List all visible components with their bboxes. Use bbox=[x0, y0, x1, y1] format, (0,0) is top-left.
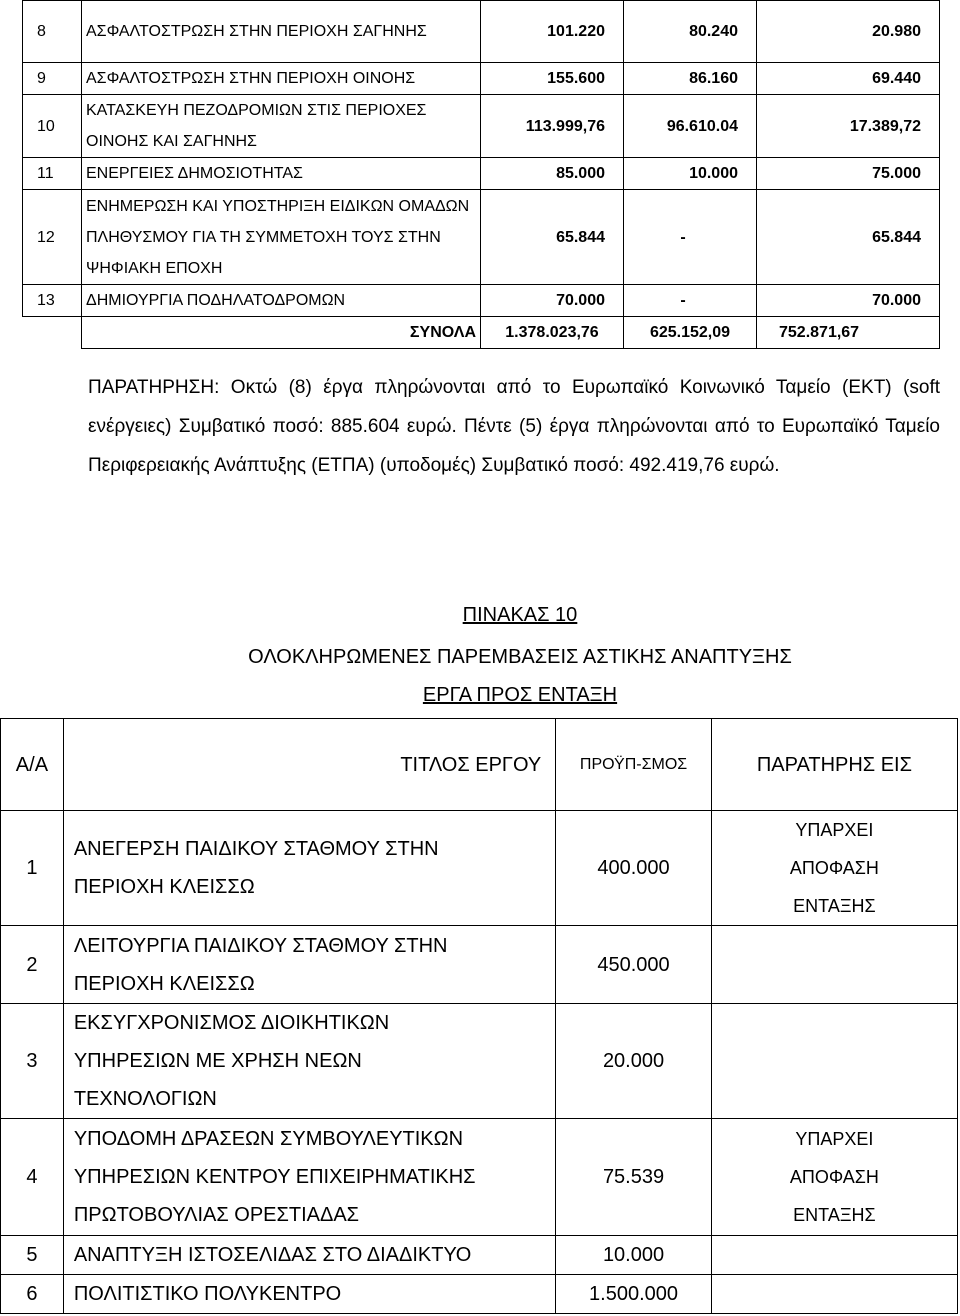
table-row bbox=[1, 926, 958, 1004]
row-title: ΑΣΦΑΛΤΟΣΤΡΩΣΗ ΣΤΗΝ ΠΕΡΙΟΧΗ ΣΑΓΗΝΗΣ bbox=[82, 1, 481, 63]
row-title: ΥΠΟΔΟΜΗ ΔΡΑΣΕΩΝ ΣΥΜΒΟΥΛΕΥΤΙΚΩΝ ΥΠΗΡΕΣΙΩΝ ΚΕΝΤΡΟΥ ΕΠΙΧΕΙΡΗΜΑΤΙΚΗΣ ΠΡΩΤΟΒΟΥΛΙΑΣ ΟΡΕΣΤΙΑΔΑΣ bbox=[63, 1119, 555, 1236]
header-title: ΤΙΤΛΟΣ ΕΡΓΟΥ bbox=[63, 719, 555, 811]
row-number: 12 bbox=[23, 190, 82, 285]
row-title: ΑΝΕΓΕΡΣΗ ΠΑΙΔΙΚΟΥ ΣΤΑΘΜΟΥ ΣΤΗΝ ΠΕΡΙΟΧΗ ΚΛΕΙΣΣΩ bbox=[63, 811, 555, 926]
row-title: ΕΚΣΥΓΧΡΟΝΙΣΜΟΣ ΔΙΟΙΚΗΤΙΚΩΝ ΥΠΗΡΕΣΙΩΝ ΜΕ ΧΡΗΣΗ ΝΕΩΝ ΤΕΧΝΟΛΟΓΙΩΝ bbox=[63, 1004, 555, 1119]
row-remarks: ΥΠΑΡΧΕΙ ΑΠΟΦΑΣΗ ΕΝΤΑΞΗΣ bbox=[711, 811, 957, 926]
row-title: ΑΝΑΠΤΥΞΗ ΙΣΤΟΣΕΛΙΔΑΣ ΣΤΟ ΔΙΑΔΙΚΤΥΟ bbox=[63, 1236, 555, 1275]
row-remarks bbox=[711, 1275, 957, 1314]
row-title: ΚΑΤΑΣΚΕΥΗ ΠΕΖΟΔΡΟΜΙΩΝ ΣΤΙΣ ΠΕΡΙΟΧΕΣ ΟΙΝΟΗΣ ΚΑΙ ΣΑΓΗΝΗΣ bbox=[82, 95, 481, 158]
table-heading: ΠΙΝΑΚΑΣ 10 bbox=[462, 604, 578, 626]
table-subtitle: ΕΡΓΑ ΠΡΟΣ ΕΝΤΑΞΗ bbox=[422, 684, 618, 706]
row-remaining: 20.980 bbox=[757, 1, 940, 63]
row-budget: 70.000 bbox=[481, 285, 624, 317]
row-paid: 80.240 bbox=[624, 1, 757, 63]
table-row bbox=[23, 95, 940, 158]
row-remarks bbox=[711, 1004, 957, 1119]
table-row bbox=[23, 190, 940, 285]
row-number: 10 bbox=[23, 95, 82, 158]
row-remaining: 69.440 bbox=[757, 63, 940, 95]
row-remaining: 70.000 bbox=[757, 285, 940, 317]
table-row bbox=[1, 1119, 958, 1236]
row-budget: 101.220 bbox=[481, 1, 624, 63]
total-budget: 1.378.023,76 bbox=[481, 317, 624, 349]
table-header-row bbox=[1, 719, 958, 811]
table-row bbox=[1, 811, 958, 926]
row-budget: 113.999,76 bbox=[481, 95, 624, 158]
row-number: 1 bbox=[1, 811, 64, 926]
projects-for-inclusion-table bbox=[0, 718, 958, 1314]
row-remaining: 17.389,72 bbox=[757, 95, 940, 158]
row-title: ΠΟΛΙΤΙΣΤΙΚΟ ΠΟΛΥΚΕΝΤΡΟ bbox=[63, 1275, 555, 1314]
row-number: 13 bbox=[23, 285, 82, 317]
row-number: 11 bbox=[23, 158, 82, 190]
row-remaining: 65.844 bbox=[757, 190, 940, 285]
row-paid: - bbox=[624, 190, 757, 285]
header-remarks: ΠΑΡΑΤΗΡΗΣ ΕΙΣ bbox=[711, 719, 957, 811]
table-row bbox=[23, 285, 940, 317]
table-row bbox=[1, 1004, 958, 1119]
table-row bbox=[23, 158, 940, 190]
row-title: ΑΣΦΑΛΤΟΣΤΡΩΣΗ ΣΤΗΝ ΠΕΡΙΟΧΗ ΟΙΝΟΗΣ bbox=[82, 63, 481, 95]
row-number: 5 bbox=[1, 1236, 64, 1275]
row-paid: 96.610.04 bbox=[624, 95, 757, 158]
projects-table-continued bbox=[22, 0, 940, 349]
totals-label: ΣΥΝΟΛΑ bbox=[82, 317, 481, 349]
table-row bbox=[23, 1, 940, 63]
row-paid: 86.160 bbox=[624, 63, 757, 95]
row-remarks bbox=[711, 926, 957, 1004]
row-budget: 65.844 bbox=[481, 190, 624, 285]
row-cost: 400.000 bbox=[556, 811, 712, 926]
header-aa: Α/Α bbox=[1, 719, 64, 811]
row-cost: 1.500.000 bbox=[556, 1275, 712, 1314]
table-subheading: ΟΛΟΚΛΗΡΩΜΕΝΕΣ ΠΑΡΕΜΒΑΣΕΙΣ ΑΣΤΙΚΗΣ ΑΝΑΠΤΥΞΗΣ bbox=[248, 646, 792, 668]
table-row bbox=[1, 1275, 958, 1314]
empty-cell bbox=[23, 317, 82, 349]
row-number: 8 bbox=[23, 1, 82, 63]
row-number: 6 bbox=[1, 1275, 64, 1314]
row-remarks bbox=[711, 1236, 957, 1275]
row-cost: 75.539 bbox=[556, 1119, 712, 1236]
row-title: ΔΗΜΙΟΥΡΓΙΑ ΠΟΔΗΛΑΤΟΔΡΟΜΩΝ bbox=[82, 285, 481, 317]
row-remarks: ΥΠΑΡΧΕΙ ΑΠΟΦΑΣΗ ΕΝΤΑΞΗΣ bbox=[711, 1119, 957, 1236]
row-paid: 10.000 bbox=[624, 158, 757, 190]
row-cost: 450.000 bbox=[556, 926, 712, 1004]
row-remaining: 75.000 bbox=[757, 158, 940, 190]
row-number: 3 bbox=[1, 1004, 64, 1119]
table-row bbox=[1, 1236, 958, 1275]
funding-note: ΠΑΡΑΤΗΡΗΣΗ: Οκτώ (8) έργα πληρώνονται από το Ευρωπαϊκό Κοινωνικό Ταμείο (ΕΚΤ) (soft ενέργειες) Συμβατικό ποσό: 885.604 ευρώ. Πέντε (5) έργα πληρώνονται από το Ευρωπαϊκό Ταμείο Περιφερειακής Ανάπτυξης (ΕΤΠΑ) (υποδομές) Συμβατικό ποσό: 492.419,76 ευρώ. bbox=[88, 377, 940, 476]
row-number: 4 bbox=[1, 1119, 64, 1236]
total-remaining: 752.871,67 bbox=[757, 317, 940, 349]
row-title: ΕΝΕΡΓΕΙΕΣ ΔΗΜΟΣΙΟΤΗΤΑΣ bbox=[82, 158, 481, 190]
row-budget: 155.600 bbox=[481, 63, 624, 95]
row-cost: 10.000 bbox=[556, 1236, 712, 1275]
row-cost: 20.000 bbox=[556, 1004, 712, 1119]
row-number: 2 bbox=[1, 926, 64, 1004]
row-number: 9 bbox=[23, 63, 82, 95]
totals-row bbox=[23, 317, 940, 349]
total-paid: 625.152,09 bbox=[624, 317, 757, 349]
row-budget: 85.000 bbox=[481, 158, 624, 190]
header-cost: ΠΡΟΫΠ-ΣΜΟΣ bbox=[556, 719, 712, 811]
row-title: ΛΕΙΤΟΥΡΓΙΑ ΠΑΙΔΙΚΟΥ ΣΤΑΘΜΟΥ ΣΤΗΝ ΠΕΡΙΟΧΗ ΚΛΕΙΣΣΩ bbox=[63, 926, 555, 1004]
table-row bbox=[23, 63, 940, 95]
row-paid: - bbox=[624, 285, 757, 317]
row-title: ΕΝΗΜΕΡΩΣΗ ΚΑΙ ΥΠΟΣΤΗΡΙΞΗ ΕΙΔΙΚΩΝ ΟΜΑΔΩΝ ΠΛΗΘΥΣΜΟΥ ΓΙΑ ΤΗ ΣΥΜΜΕΤΟΧΗ ΤΟΥΣ ΣΤΗΝ ΨΗΦΙΑΚΗ ΕΠΟΧΗ bbox=[82, 190, 481, 285]
